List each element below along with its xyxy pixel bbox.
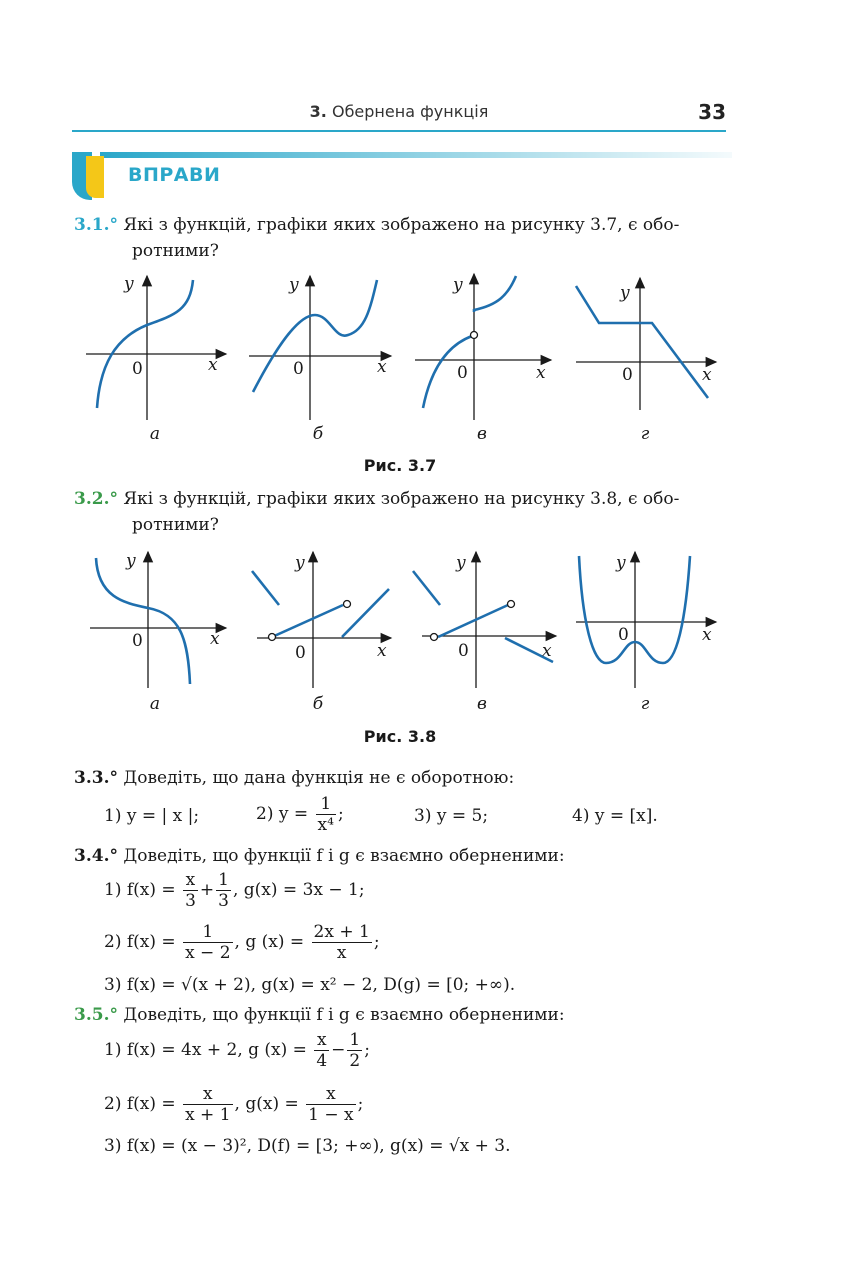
y-label: y (620, 283, 630, 303)
ex34-item-1 (104, 870, 365, 911)
figure-3-8 (80, 548, 740, 698)
ex33-item-2 (256, 794, 344, 835)
curve (97, 280, 193, 408)
item-prefix: y = (278, 804, 309, 824)
exercise-number: 3.5.° (74, 1005, 118, 1025)
y-label: y (453, 275, 463, 295)
page-number: 33 (698, 100, 726, 124)
exercise-text: Доведіть, що дана функція не є оборотною: (123, 768, 515, 788)
numerator: x (183, 870, 198, 891)
graph-3-7-b (249, 275, 391, 420)
exercise-3-3 (74, 765, 730, 791)
x-label: x (208, 355, 218, 375)
text: 2) f(x) = (104, 1094, 176, 1114)
text: , g(x) = (234, 1094, 299, 1114)
fraction (347, 1030, 362, 1071)
text: ; (373, 932, 380, 952)
exercise-text: Які з функцій, графіки яких зображено на рисунку 3.7, є обо- (123, 215, 680, 235)
numerator: 2x + 1 (313, 922, 370, 942)
curve (253, 280, 377, 392)
numerator: 1 (183, 922, 232, 943)
ex33-item-3: 3) y = 5; (414, 806, 489, 826)
section-band (72, 152, 732, 200)
graph-3-8-g (576, 552, 716, 688)
text: ; (364, 1040, 370, 1060)
open-point (344, 601, 351, 608)
open-point (471, 332, 478, 339)
segment-left (252, 571, 279, 605)
numerator: 1 (218, 870, 229, 890)
origin-label: 0 (295, 643, 306, 663)
segment-middle (272, 605, 343, 637)
text: ; (357, 1094, 364, 1114)
operator: + (199, 880, 215, 900)
open-point (508, 601, 515, 608)
exercise-3-4 (74, 843, 730, 869)
graph-3-7-v (415, 274, 551, 420)
exercise-number: 3.3.° (74, 768, 118, 788)
chapter-number: 3. (309, 102, 327, 121)
numerator: x (183, 1084, 232, 1105)
chapter-title-text: Обернена функція (331, 102, 489, 121)
y-label: y (124, 274, 134, 294)
segment-right (342, 589, 389, 637)
fraction (312, 922, 372, 963)
section-title: ВПРАВИ (128, 164, 221, 186)
x-label: x (377, 641, 387, 661)
exercise-text: Які з функцій, графіки яких зображено на рисунку 3.8, є обо- (123, 489, 680, 509)
ex34-item-2 (104, 922, 380, 963)
y-label: y (126, 551, 136, 571)
operator: − (331, 1040, 346, 1060)
denominator: x⁴ (317, 815, 334, 835)
origin-label: 0 (132, 631, 143, 651)
segment-left (413, 571, 440, 605)
text: , g(x) = 3x − 1; (232, 880, 365, 900)
text: 2) f(x) = (104, 932, 176, 952)
band-yellow-mark (86, 156, 104, 198)
y-label: y (295, 553, 305, 573)
ex35-item-1 (104, 1030, 370, 1071)
graph-3-7-g (576, 278, 716, 410)
item-index: 2) (256, 804, 274, 824)
fraction (316, 794, 336, 835)
exercise-number: 3.1.° (74, 215, 118, 235)
fraction (183, 922, 232, 963)
item-suffix: ; (337, 804, 344, 824)
origin-label: 0 (458, 641, 469, 661)
band-gradient (100, 152, 732, 158)
x-label: x (210, 629, 220, 649)
sub-label-b: б (312, 694, 324, 714)
sub-label-a: а (149, 424, 161, 444)
running-head (72, 98, 726, 132)
fraction (183, 1084, 232, 1125)
graph-3-8-a (90, 551, 226, 688)
graph-3-8-b (252, 552, 391, 688)
fraction (216, 870, 231, 911)
sub-label-g: г (640, 424, 650, 444)
sub-label-v: в (477, 694, 487, 714)
exercise-text-cont: ротними? (132, 515, 219, 535)
graph-3-7-a (86, 274, 226, 420)
sub-label-g: г (640, 694, 650, 714)
exercise-3-1 (74, 212, 730, 264)
figure-3-8-graphs (80, 548, 740, 698)
ex35-item-3: 3) f(x) = (x − 3)², D(f) = [3; +∞), g(x) = √x + 3. (104, 1136, 511, 1156)
sub-label-b: б (312, 424, 324, 444)
curve (576, 286, 708, 398)
x-label: x (702, 365, 712, 385)
segment-middle (438, 605, 508, 637)
denominator: 4 (316, 1051, 328, 1071)
denominator: 3 (185, 891, 196, 911)
denominator: x + 1 (185, 1105, 231, 1125)
open-point (269, 634, 276, 641)
numerator: 1 (316, 794, 336, 815)
open-point (431, 634, 438, 641)
exercise-number: 3.4.° (74, 846, 118, 866)
numerator: x (306, 1084, 355, 1105)
denominator: x − 2 (185, 943, 231, 963)
ex34-item-3: 3) f(x) = √(x + 2), g(x) = x² − 2, D(g) = [0; +∞). (104, 975, 516, 995)
fraction (306, 1084, 355, 1125)
exercise-text-cont: ротними? (132, 241, 219, 261)
chapter-title (72, 102, 726, 121)
fraction (314, 1030, 329, 1071)
denominator: x (336, 943, 347, 963)
origin-label: 0 (132, 359, 143, 379)
figure-caption: Рис. 3.8 (363, 727, 437, 746)
x-label: x (542, 641, 552, 661)
origin-label: 0 (618, 625, 629, 645)
ex33-item-1: 1) y = | x |; (104, 806, 200, 826)
origin-label: 0 (622, 365, 633, 385)
numerator: 1 (349, 1030, 361, 1050)
denominator: 3 (218, 891, 229, 911)
origin-label: 0 (293, 359, 304, 379)
sub-label-a: а (149, 694, 161, 714)
text: 1) f(x) = (104, 880, 176, 900)
text: 1) f(x) = 4x + 2, g (x) = (104, 1040, 307, 1060)
exercise-text: Доведіть, що функції f і g є взаємно оберненими: (123, 846, 565, 866)
curve-right (474, 276, 516, 312)
denominator: 2 (349, 1051, 361, 1071)
x-label: x (536, 363, 546, 383)
fraction (183, 870, 198, 911)
ex35-item-2 (104, 1084, 363, 1125)
x-label: x (377, 357, 387, 377)
exercise-3-2 (74, 486, 730, 538)
y-label: y (289, 275, 299, 295)
graph-3-8-v (413, 552, 556, 688)
exercise-3-5 (74, 1002, 730, 1028)
x-label: x (702, 625, 712, 645)
origin-label: 0 (457, 363, 468, 383)
exercise-text: Доведіть, що функції f і g є взаємно оберненими: (123, 1005, 565, 1025)
exercise-number: 3.2.° (74, 489, 118, 509)
sub-label-v: в (477, 424, 487, 444)
denominator: 1 − x (308, 1105, 354, 1125)
curve (96, 558, 190, 684)
text: , g (x) = (234, 932, 305, 952)
y-label: y (616, 553, 626, 573)
ex33-item-4: 4) y = [x]. (572, 806, 658, 826)
y-label: y (456, 553, 466, 573)
numerator: x (314, 1030, 329, 1051)
figure-caption: Рис. 3.7 (363, 456, 437, 475)
